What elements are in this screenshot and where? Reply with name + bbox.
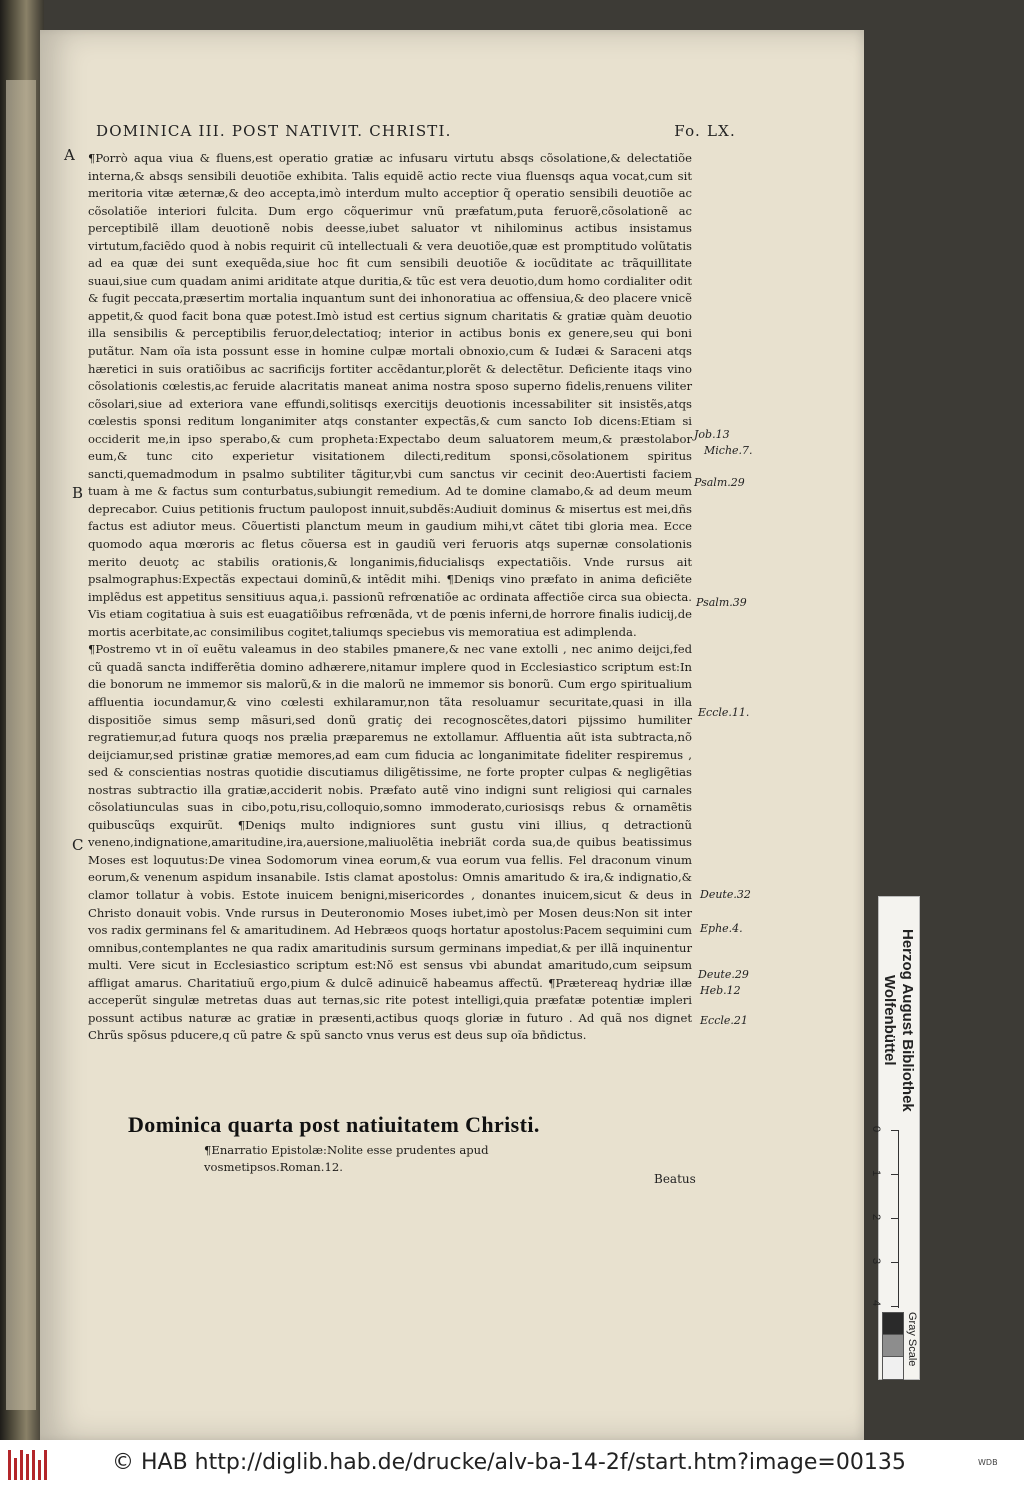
paragraph-2: ¶Postremo vt in oĩ euẽtu valeamus in deo stabiles pmanere,& nec vane extolli , nec animo deijci,fed cũ quadã sancta indifferẽtia domino adhærere,nitamur implere quod in Ecclesiastico scriptum est:In die bonorum ne immemor sis malorũ,& in die malorũ ne immemor sis bonorũ. Cum ergo spiritualium affluentia iocundamur,& vino cœlesti exhilaramur,non tãta resoluamur securitate,quasi in illa dispositiõe simus semp mãsuri,sed donũ gratiç dei recognoscẽtes,datori pijssimo humiliter regratiemur,ad futura quoqs nos prælia præparemus ne extollamur. Affluentia aũt ista subtracta,nõ deijciamur,sed pristinæ gratiæ memores,ad eam cum fiducia ac longanimitate fideliter respiremus , sed & conscientias nostras quotidie discutiamus diligẽtissime, ne forte propter culpas & negligẽtias nostras subtractio illa gratiæ,acciderit nobis. Præfato autẽ vino indigni sunt religiosi qui carnales cõsolatiunculas suas in cibo,potu,risu,colloquio,somno immoderato,curiosisqs rebus & ornamẽtis quibuscũqs exquirũt. ¶Deniqs multo indigniores sunt gustu vini illius, q detractionũ veneno,indignatione,amaritudine,ira,auersione,maliuolẽtia inebriãt corda sua,de quibus beatissimus Moses est loquutus:De vinea Sodomorum vinea eorum,& vua eorum vua fellis. Fel draconum vinum eorum,& venenum aspidum insanabile. Istis clamat apostolus: Omnis amaritudo & ira,& indignatio,& clamor tollatur à vobis. Estote inuicem benigni,misericordes , donantes inuicem,sicut & deus in Christo donauit vobis. Vnde rursus in Deuteronomio Moses iubet,imò per Mosen deus:Non sit inter vos radix germinans fel & amaritudinem. Ad Hebræos quoqs hortatur apostolus:Pacem sequimini cum omnibus,contemplantes ne qua radix amaritudinis sursum germinans impediat,& per illã inquinentur multi. Vere sicut in Ecclesiastico scriptum est:Nõ est sensus vbi abundat amaritudo,cum seipsum affligat amarus. Charitatiuũ ergo,pium & dulcẽ adinuicẽ habeamus affectũ. ¶Prætereaq hydriæ illæ acceperũt singulæ metretas duas aut ternas,sic rite potest intelligi,quia præfatæ potentiæ impleri possunt actibus naturæ ac gratiæ in præsenti,actibus quoqs gloriæ in futuro . Ad quã nos dignet Chrũs spõsus pducere,q cũ patre & spũ sancto vnus verus est deus sup oĩa bñdictus. [88,642,692,1043]
gray-patch-dark [882,1312,904,1336]
margin-note-psalm29: Psalm.29 [694,476,745,489]
cm-ruler [870,1126,899,1308]
section-heading: Dominica quarta post natiuitatem Christi. [128,1112,540,1137]
margin-note-hebr12: Heb.12 [700,984,741,997]
catchword: Beatus [654,1172,696,1186]
copyright-url[interactable]: © HAB http://diglib.hab.de/drucke/alv-ba-14-2f/start.htm?image=00135 [112,1450,906,1475]
margin-note-deute32: Deute.32 [700,888,751,901]
margin-note-deute29: Deute.29 [698,968,749,981]
gray-scale-label: Gray Scale [906,1312,918,1367]
ruler-mark-4: 4 [870,1300,882,1307]
footer-bar [0,1440,1024,1488]
ruler-mark-3: 3 [870,1258,882,1265]
ruler-mark-2: 2 [870,1214,882,1221]
gray-patch-light [882,1356,904,1380]
hab-logo-icon [8,1448,48,1480]
body-text [88,150,692,1045]
running-head-title: DOMINICA III. POST NATIVIT. CHRISTI. [96,122,452,140]
margin-note-psalm39: Psalm.39 [696,596,747,609]
footer-code: WDB [978,1458,998,1467]
running-head [96,122,736,140]
folio-number: Fo. LX. [674,122,736,140]
margin-note-ephe4: Ephe.4. [700,922,743,935]
section-marker-b: B [72,484,84,502]
paragraph-1: ¶Porrò aqua viua & fluens,est operatio gratiæ ac infusaru virtutu absqs cõsolatione,& delectatiõe interna,& absqs sensibili deuotiõe exhibita. Talis equidẽ actio recte viua fluensqs aqua vocat,cum sit meritoria vitæ æternæ,& deo accepta,imò interdum multo acceptior q̃ operatio sensibili deuotiõe ac cõsolatiõe interiori fulcita. Dum ergo cõquerimur vnũ præfatum,puta feruorẽ,cõsolationẽ ac perceptibilẽ illam deuotionẽ nobis deesse,iubet saluator vt nihilominus actibus insistamus virtutum,faciẽdo quod à nobis requirit cũ intellectuali & vera deuotiõe,quæ est promptitudo volũtatis ad ea quæ dei sunt exequẽda,siue hoc fit cum sensibili deuotiõe & iocũditate ac trãquillitate suaui,siue cum quadam animi ariditate atque duritia,& tũc est vera deuotio,dum homo cordialiter odit & fugit peccata,præsertim mortalia inquantum sunt dei inhonoratiua ac offensiua,& deo placere vnicẽ appetit,& quod facit bona quæ potest.Imò istud est certius signum charitatis & gratiæ quàm deuotio illa sensibilis & perceptibilis feruor,delectatioq; interior in actibus bonis ex genere,seu qui boni putãtur. Nam oĩa ista possunt esse in homine culpæ mortali obnoxio,cum & Iudæi & Saraceni atqs hæretici in suis oratiõibus ac sacrificijs fortiter accẽdantur,plorẽt & delectẽtur. Deficiente itaqs vino cõsolationis cœlestis,ac feruide alacritatis maneat anima nostra sposo superno fidelis,renuens viliter cõsolari,siue ad exteriora vane effundi,solitisqs exercitijs deuotionis incessabiliter sit insistẽs,atqs cœlestis sponsi reditum longanimiter atqs constanter expectãs,& cum sancto Iob dicens:Etiam si occiderit me,in ipso sperabo,& cum propheta:Expectabo deum saluatorem meum,& præstolabor eum,& tunc cito experietur visitationem dilecti,reditum sponsi,cõsolationem spiritus sancti,quemadmodum in psalmo subtiliter tãgitur,vbi cum sanctus vir cecinit deo:Auertisti faciem tuam à me & factus sum conturbatus,subiungit remedium. Ad te domine clamabo,& ad deum meum deprecabor. Cuius petitionis fructum paulopost innuit,subdẽs:Audiuit dominus & misertus est mei,dñs factus est adiutor meus. Cõuertisti planctum meum in gaudium mihi,vt cãtet tibi gloria mea. Ecce quomodo aqua mœroris ac fletus cõuersa est in gaudiũ veri feruoris atqs supernæ consolationis merito deuotç ac stabilis orationis,& longanimis,fiducialisqs expectatiõis. Vnde rursus ait psalmographus:Expectãs expectaui dominũ,& intẽdit mihi. ¶Deniqs vino præfato in anima deficiẽte implẽdus est appetitus sensitiuus aqua,i. passionũ refrœnatiõe ac ordinata affectiõe circa sua obiecta. Vis etiam cogitatiua à suis est euagatiõibus refrœnãda, vt de pœnis inferni,de horrore finalis iudicij,de mortis acerbitate,ac consimilibus cogitet,taliumqs speciebus vis memoratiua est adimplenda. [88,151,692,639]
margin-note-miche: Miche.7. [704,444,753,457]
margin-note-eccle21: Eccle.21 [700,1014,748,1027]
library-name: Herzog August Bibliothek Wolfenbüttel [881,928,916,1112]
previous-page-edge [6,80,36,1410]
ruler-mark-1: 1 [870,1170,882,1177]
enarratio-line: ¶Enarratio Epistolæ:Nolite esse prudentes apud vosmetipsos.Roman.12. [204,1143,489,1174]
section-marker-c: C [72,836,84,854]
ruler-mark-0: 0 [870,1126,882,1133]
section-marker-a: A [64,146,75,164]
gray-patch-mid [882,1334,904,1358]
margin-note-eccle11: Eccle.11. [698,706,750,719]
margin-note-job: Job.13 [694,428,730,441]
